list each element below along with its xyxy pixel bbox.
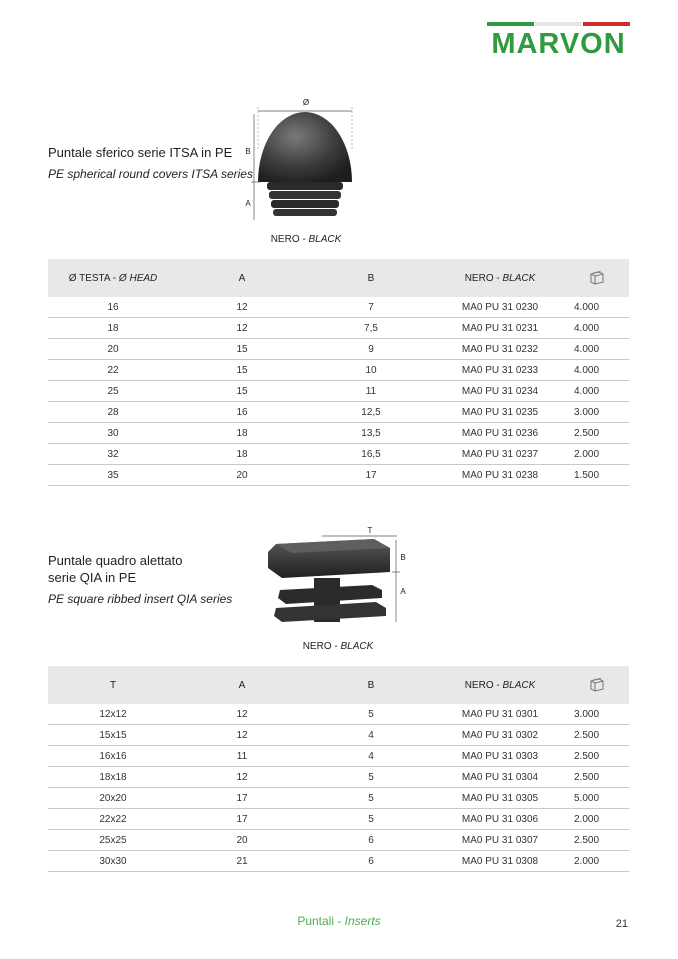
section2-title-line2: serie QIA in PE bbox=[48, 570, 137, 585]
cell-box-qty: 3.000 bbox=[564, 402, 629, 423]
header-b: B bbox=[306, 259, 436, 297]
cell-a: 15 bbox=[178, 360, 306, 381]
table-header-row bbox=[48, 259, 629, 297]
cell-a: 12 bbox=[178, 297, 306, 318]
table-header-row bbox=[48, 666, 629, 704]
logo-flag-stripes bbox=[487, 22, 630, 26]
header-a: A bbox=[178, 666, 306, 704]
table-row bbox=[48, 767, 629, 788]
cell-dimension: 32 bbox=[48, 444, 178, 465]
cell-b: 5 bbox=[306, 704, 436, 725]
cell-code: MA0 PU 31 0305 bbox=[436, 788, 564, 809]
color-label-text: NERO - bbox=[302, 641, 341, 652]
color-label-italic: BLACK bbox=[340, 641, 374, 652]
cell-box-qty: 2.500 bbox=[564, 746, 629, 767]
table-row bbox=[48, 788, 629, 809]
brand-logo bbox=[487, 22, 630, 62]
cell-box-qty: 5.000 bbox=[564, 788, 629, 809]
cell-dimension: 30 bbox=[48, 423, 178, 444]
header-text: Ø TESTA - bbox=[68, 272, 119, 284]
table-row bbox=[48, 423, 629, 444]
cell-dimension: 28 bbox=[48, 402, 178, 423]
box-icon bbox=[589, 269, 605, 285]
table-row bbox=[48, 360, 629, 381]
cell-box-qty: 2.500 bbox=[564, 423, 629, 444]
cell-a: 18 bbox=[178, 444, 306, 465]
cell-code: MA0 PU 31 0302 bbox=[436, 725, 564, 746]
color-label-italic: BLACK bbox=[308, 234, 342, 245]
cell-code: MA0 PU 31 0230 bbox=[436, 297, 564, 318]
cell-b: 16,5 bbox=[306, 444, 436, 465]
cell-b: 10 bbox=[306, 360, 436, 381]
cell-box-qty: 2.500 bbox=[564, 830, 629, 851]
cell-code: MA0 PU 31 0232 bbox=[436, 339, 564, 360]
table-row bbox=[48, 444, 629, 465]
table-row bbox=[48, 809, 629, 830]
cell-box-qty: 2.000 bbox=[564, 851, 629, 872]
cell-box-qty: 4.000 bbox=[564, 381, 629, 402]
cell-b: 4 bbox=[306, 746, 436, 767]
section2-title-line1: Puntale quadro alettato bbox=[48, 553, 183, 568]
footer-section-label bbox=[0, 914, 678, 928]
table-row bbox=[48, 339, 629, 360]
table-row bbox=[48, 746, 629, 767]
cell-a: 12 bbox=[178, 725, 306, 746]
cell-b: 12,5 bbox=[306, 402, 436, 423]
cell-a: 12 bbox=[178, 767, 306, 788]
color-label-text: NERO - bbox=[270, 234, 309, 245]
section2-title-block bbox=[48, 552, 232, 608]
cell-b: 7 bbox=[306, 297, 436, 318]
header-t: T bbox=[48, 666, 178, 704]
page-number: 21 bbox=[615, 918, 628, 930]
cell-b: 6 bbox=[306, 830, 436, 851]
footer-text-italic: Inserts bbox=[344, 914, 381, 928]
cell-dimension: 20x20 bbox=[48, 788, 178, 809]
footer-text: Puntali - bbox=[297, 914, 345, 928]
cell-a: 15 bbox=[178, 339, 306, 360]
header-text-italic: BLACK bbox=[502, 272, 536, 284]
cell-dimension: 30x30 bbox=[48, 851, 178, 872]
cell-box-qty: 2.500 bbox=[564, 767, 629, 788]
section1-table-body bbox=[48, 297, 629, 486]
cell-dimension: 35 bbox=[48, 465, 178, 486]
cell-box-qty: 4.000 bbox=[564, 297, 629, 318]
cell-a: 20 bbox=[178, 465, 306, 486]
cell-box-qty: 1.500 bbox=[564, 465, 629, 486]
header-black-code bbox=[436, 666, 564, 704]
box-icon bbox=[589, 676, 605, 692]
header-head-diameter bbox=[48, 259, 178, 297]
cell-dimension: 25x25 bbox=[48, 830, 178, 851]
section1-title: Puntale sferico serie ITSA in PE bbox=[48, 145, 233, 160]
table-row bbox=[48, 381, 629, 402]
cell-b: 4 bbox=[306, 725, 436, 746]
cell-a: 17 bbox=[178, 809, 306, 830]
cell-b: 13,5 bbox=[306, 423, 436, 444]
cell-code: MA0 PU 31 0237 bbox=[436, 444, 564, 465]
cell-a: 15 bbox=[178, 381, 306, 402]
table-row bbox=[48, 402, 629, 423]
cell-dimension: 12x12 bbox=[48, 704, 178, 725]
cell-a: 17 bbox=[178, 788, 306, 809]
cell-b: 17 bbox=[306, 465, 436, 486]
table-row bbox=[48, 704, 629, 725]
table-row bbox=[48, 725, 629, 746]
cell-code: MA0 PU 31 0233 bbox=[436, 360, 564, 381]
cell-code: MA0 PU 31 0308 bbox=[436, 851, 564, 872]
table-row bbox=[48, 465, 629, 486]
cell-code: MA0 PU 31 0234 bbox=[436, 381, 564, 402]
cell-code: MA0 PU 31 0231 bbox=[436, 318, 564, 339]
cell-b: 11 bbox=[306, 381, 436, 402]
brand-name: MARVON bbox=[491, 28, 626, 60]
header-text-italic: BLACK bbox=[502, 679, 536, 691]
cell-box-qty: 4.000 bbox=[564, 360, 629, 381]
cell-box-qty: 2.000 bbox=[564, 809, 629, 830]
cell-a: 21 bbox=[178, 851, 306, 872]
section2-table-body bbox=[48, 704, 629, 872]
section1-title-block bbox=[48, 144, 253, 183]
cell-a: 20 bbox=[178, 830, 306, 851]
cell-code: MA0 PU 31 0301 bbox=[436, 704, 564, 725]
cell-dimension: 15x15 bbox=[48, 725, 178, 746]
section1-color-label bbox=[246, 234, 366, 245]
cell-a: 18 bbox=[178, 423, 306, 444]
cell-b: 7,5 bbox=[306, 318, 436, 339]
cell-dimension: 16x16 bbox=[48, 746, 178, 767]
header-box-quantity bbox=[564, 259, 629, 297]
dim-label-b: B bbox=[245, 147, 251, 156]
cell-code: MA0 PU 31 0307 bbox=[436, 830, 564, 851]
header-black-code bbox=[436, 259, 564, 297]
cell-dimension: 20 bbox=[48, 339, 178, 360]
header-text-italic: Ø HEAD bbox=[118, 272, 158, 284]
cell-dimension: 16 bbox=[48, 297, 178, 318]
cell-b: 5 bbox=[306, 809, 436, 830]
square-insert-diagram bbox=[262, 522, 412, 632]
section2-color-label bbox=[278, 641, 398, 652]
cell-box-qty: 3.000 bbox=[564, 704, 629, 725]
cell-a: 12 bbox=[178, 318, 306, 339]
section2-subtitle: PE square ribbed insert QIA series bbox=[48, 592, 233, 606]
header-text: NERO - bbox=[464, 679, 503, 691]
dim-label-t: T bbox=[367, 526, 373, 535]
cell-box-qty: 4.000 bbox=[564, 339, 629, 360]
cell-dimension: 25 bbox=[48, 381, 178, 402]
cell-box-qty: 4.000 bbox=[564, 318, 629, 339]
dim-label-diameter: Ø bbox=[302, 98, 310, 107]
cell-dimension: 18x18 bbox=[48, 767, 178, 788]
header-a: A bbox=[178, 259, 306, 297]
cell-dimension: 22x22 bbox=[48, 809, 178, 830]
section1-spec-table bbox=[48, 259, 629, 486]
dim-label-b2: B bbox=[400, 553, 406, 562]
dim-label-a: A bbox=[245, 199, 251, 208]
cell-code: MA0 PU 31 0236 bbox=[436, 423, 564, 444]
cell-code: MA0 PU 31 0304 bbox=[436, 767, 564, 788]
table-row bbox=[48, 318, 629, 339]
cell-a: 11 bbox=[178, 746, 306, 767]
dim-label-a2: A bbox=[400, 587, 406, 596]
header-b: B bbox=[306, 666, 436, 704]
cell-code: MA0 PU 31 0238 bbox=[436, 465, 564, 486]
cell-a: 12 bbox=[178, 704, 306, 725]
table-row bbox=[48, 830, 629, 851]
cell-b: 6 bbox=[306, 851, 436, 872]
cell-code: MA0 PU 31 0306 bbox=[436, 809, 564, 830]
cell-code: MA0 PU 31 0235 bbox=[436, 402, 564, 423]
cell-box-qty: 2.500 bbox=[564, 725, 629, 746]
section2-spec-table bbox=[48, 666, 629, 872]
cell-b: 5 bbox=[306, 788, 436, 809]
header-box-quantity bbox=[564, 666, 629, 704]
cell-a: 16 bbox=[178, 402, 306, 423]
header-text: NERO - bbox=[464, 272, 503, 284]
spherical-cover-diagram bbox=[240, 94, 370, 234]
cell-dimension: 22 bbox=[48, 360, 178, 381]
table-row bbox=[48, 297, 629, 318]
section1-subtitle: PE spherical round covers ITSA series bbox=[48, 167, 253, 181]
cell-code: MA0 PU 31 0303 bbox=[436, 746, 564, 767]
cell-box-qty: 2.000 bbox=[564, 444, 629, 465]
cell-dimension: 18 bbox=[48, 318, 178, 339]
table-row bbox=[48, 851, 629, 872]
cell-b: 9 bbox=[306, 339, 436, 360]
cell-b: 5 bbox=[306, 767, 436, 788]
